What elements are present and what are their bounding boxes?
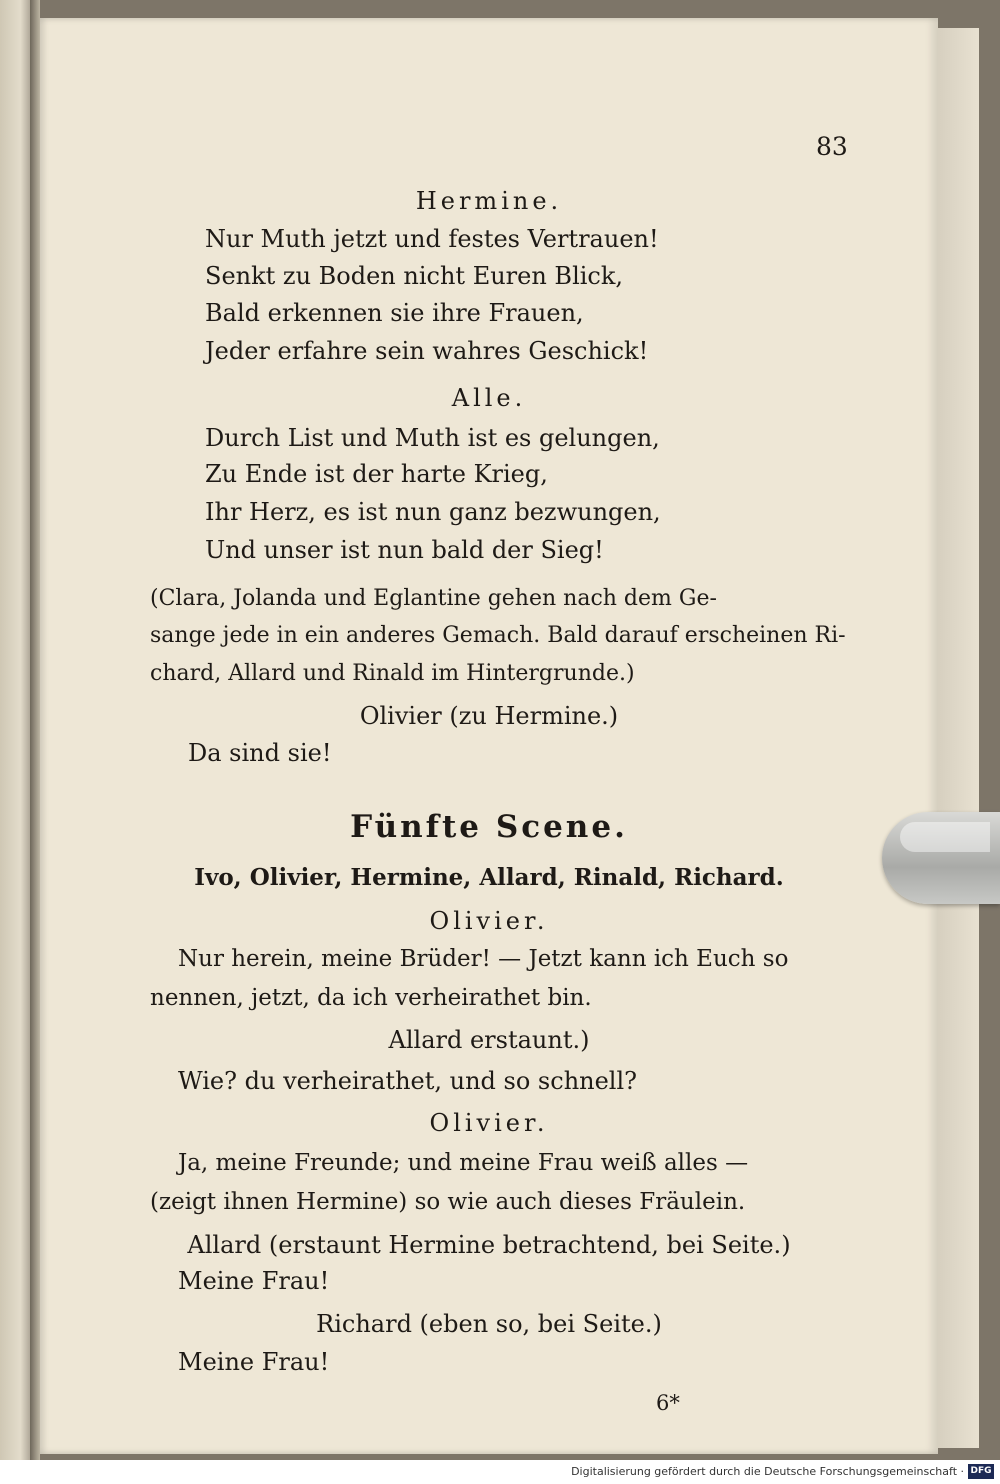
speech-line: Meine Frau!: [178, 1267, 330, 1295]
speaker-allard: Allard erstaunt.): [388, 1026, 590, 1054]
book-gutter: [30, 0, 40, 1460]
page-number: 83: [816, 132, 848, 161]
speaker-olivier: Olivier.: [429, 1109, 549, 1137]
previous-page-edge: [0, 0, 34, 1460]
speech-line: Da sind sie!: [188, 739, 332, 767]
verse-line: Jeder erfahre sein wahres Geschick!: [205, 337, 649, 365]
scene-heading: Fünfte Scene.: [350, 809, 628, 845]
clip-highlight: [900, 822, 990, 852]
verse-line: Ihr Herz, es ist nun ganz bezwungen,: [205, 498, 661, 526]
next-pages-edge: [936, 28, 979, 1448]
signature-mark: 6*: [656, 1391, 680, 1415]
stage-direction: chard, Allard und Rinald im Hintergrunde.): [150, 661, 635, 686]
verse-line: Zu Ende ist der harte Krieg,: [205, 460, 548, 488]
verse-line: Nur Muth jetzt und festes Vertrauen!: [205, 225, 659, 253]
footer-credit: Digitalisierung gefördert durch die Deutsche Forschungsgemeinschaft ·: [571, 1465, 964, 1478]
cast-list: Ivo, Olivier, Hermine, Allard, Rinald, Richard.: [194, 864, 784, 891]
speech-line: (zeigt ihnen Hermine) so wie auch dieses Fräulein.: [150, 1189, 746, 1215]
verse-line: Bald erkennen sie ihre Frauen,: [205, 299, 584, 327]
verse-line: Senkt zu Boden nicht Euren Blick,: [205, 262, 624, 290]
verse-line: Durch List und Muth ist es gelungen,: [205, 424, 660, 452]
verse-line: Und unser ist nun bald der Sieg!: [205, 536, 604, 564]
speaker-hermine: Hermine.: [415, 187, 563, 215]
speech-line: Wie? du verheirathet, und so schnell?: [178, 1067, 638, 1095]
speech-line: Nur herein, meine Brüder! — Jetzt kann ich Euch so: [178, 946, 789, 972]
stage-direction: sange jede in ein anderes Gemach. Bald darauf erscheinen Ri-: [150, 623, 846, 648]
dfg-logo-icon: DFG: [968, 1464, 994, 1479]
speech-line: nennen, jetzt, da ich verheirathet bin.: [150, 985, 592, 1011]
speaker-olivier: Olivier.: [429, 907, 549, 935]
speech-line: Meine Frau!: [178, 1348, 330, 1376]
stage-direction: (Clara, Jolanda und Eglantine gehen nach dem Ge-: [150, 586, 717, 611]
speaker-olivier: Olivier (zu Hermine.): [359, 702, 619, 730]
speaker-richard: Richard (eben so, bei Seite.): [316, 1310, 662, 1338]
speech-line: Ja, meine Freunde; und meine Frau weiß alles —: [178, 1150, 749, 1176]
speaker-allard: Allard (erstaunt Hermine betrachtend, bei Seite.): [187, 1231, 791, 1259]
speaker-alle: Alle.: [451, 384, 527, 412]
